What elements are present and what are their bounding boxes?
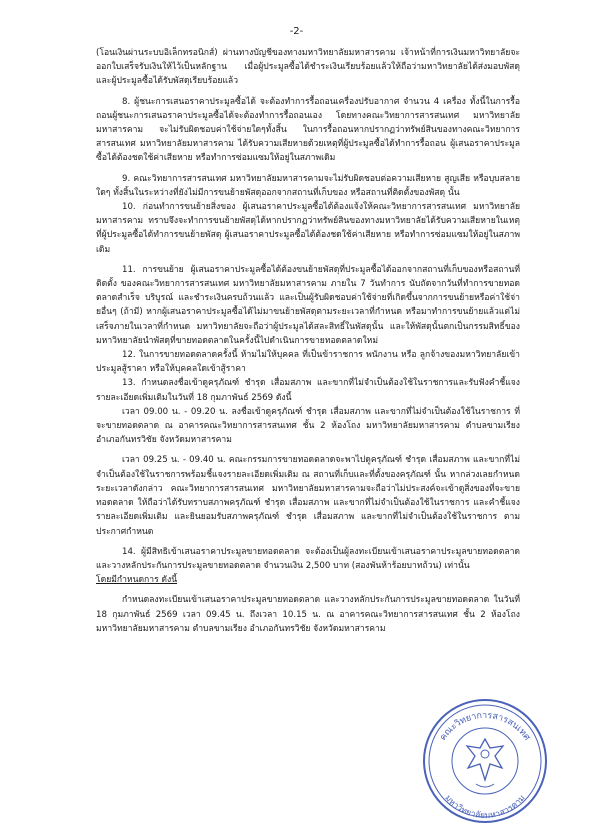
schedule-viewing-registration: เวลา 09.00 น. - 09.20 น. ลงชื่อเข้าดูครุภัณฑ์ ชำรุด เสื่อมสภาพ และขากที่ไม่จำเป็นต้องใช้ในราชการ ที่จะขายทอดตลาด ณ อาคารคณะวิทยาการสารสนเทศ ชั้น 2 ห้องโถง มหาวิทยาลัยมหาสารคาม ตำบลขามเรียง อำเภอกันทรวิชัย จังหวัดมหาสารคาม	[96, 406, 520, 446]
seal-top-text: คณะวิทยาการสารสนเทศ	[438, 710, 532, 743]
schedule-bid-registration: กำหนดลงทะเบียนเข้าเสนอราคาประมูลขายทอดตลาด และวางหลักประกันการประมูลขายทอดตลาด ในวันที่ 18 กุมภาพันธ์ 2569 เวลา 09.45 น. ถึงเวลา 10.15 น. ณ อาคารคณะวิทยาการสารสนเทศ ชั้น 2 ห้องโถง มหาวิทยาลัยมหาสารคาม ตำบลขามเรียง อำเภอกันทรวิชัย จังหวัดมหาสารคาม	[96, 595, 520, 634]
clause-14: 14. ผู้มีสิทธิเข้าเสนอราคาประมูลขายทอดตลาด จะต้องเป็นผู้ลงทะเบียนเข้าเสนอราคาประมูลขายทอดตลาด และวางหลักประกันการประมูลขายทอดตลาด จำนวนเงิน 2,500 บาท (สองพันห้าร้อยบาทถ้วน) เท่านั้น	[96, 546, 520, 571]
paragraph-payment-continuation: (โอนเงินผ่านระบบอิเล็กทรอนิกส์) ผ่านทางบัญชีของทางมหาวิทยาลัยมหาสารคาม เจ้าหน้าที่การเงินมหาวิทยาลัยจะออกใบเสร็จรับเงินให้ไว้เป็นหลักฐาน เมื่อผู้ประมูลซื้อได้ชำระเงินเรียบร้อยแล้วให้ถือว่ามหาวิทยาลัยได้ส่งมอบพัสดุ และผู้ประมูลซื้อได้รับพัสดุเรียบร้อยแล้ว	[96, 48, 520, 87]
schedule-committee-tour: เวลา 09.25 น. - 09.40 น. คณะกรรมการขายทอดตลาดจะพาไปดูครุภัณฑ์ ชำรุด เสื่อมสภาพ และขากที่ไม่จำเป็นต้องใช้ในราชการพร้อมชี้แจงรายละเอียดเพิ่มเติม ณ สถานที่เก็บและที่ตั้งของครุภัณฑ์ นั้น หากล่วงเลยกำหนดระยะเวลาดังกล่าว คณะวิทยาการสารสนเทศ มหาวิทยาลัยมหาสารคามจะถือว่าไม่ประสงค์จะเข้าดูสิ่งของที่จะขายทอดตลาด ให้ถือว่าได้รับทราบสภาพครุภัณฑ์ ชำรุด เสื่อมสภาพ และขากที่ไม่จำเป็นต้องใช้ในราชการ และคำชี้แจงรายละเอียดเพิ่มเติม และยินยอมรับสภาพครุภัณฑ์ ชำรุด เสื่อมสภาพ และขากที่ไม่จำเป็นต้องใช้ในราชการ ตามประกาศกำหนด	[96, 455, 520, 537]
clause-12: 12. ในการขายทอดตลาดครั้งนี้ ห้ามไม่ให้บุคคล ที่เป็นข้าราชการ พนักงาน หรือ ลูกจ้างของมหาวิทยาลัยเข้าประมูลสู้ราคา หรือให้บุคคลใดเข้าสู้ราคา	[96, 350, 520, 375]
faculty-seal-stamp	[420, 696, 550, 826]
svg-text:มหาวิทยาลัยมหาสารคาม	[443, 793, 528, 821]
clause-8: 8. ผู้ชนะการเสนอราคาประมูลซื้อได้ จะต้องทำการรื้อถอนเครื่องปรับอากาศ จำนวน 4 เครื่อง ทั้งนี้ในการรื้อถอนผู้ชนะการเสนอราคาประมูลซื้อได้จะต้องทำการรื้อถอนเอง โดยทางคณะวิทยาการสารสนเทศ มหาวิทยาลัยมหาสารคาม จะไม่รับผิดชอบค่าใช้จ่ายใดๆทั้งสิ้น ในการรื้อถอนหากปรากฏว่าทรัพย์สินของทางคณะวิทยาการสารสนเทศ มหาวิทยาลัยมหาสารคาม ได้รับความเสียหายด้วยเหตุที่ผู้ประมูลซื้อได้ทำการรื้อถอน ผู้เสนอราคาประมูลซื้อได้ต้องชดใช้ค่าเสียหาย หรือทำการซ่อมแซมให้อยู่ในสภาพเดิม	[96, 96, 520, 164]
clause-10: 10. ก่อนทำการขนย้ายสิ่งของ ผู้เสนอราคาประมูลซื้อได้ต้องแจ้งให้คณะวิทยาการสารสนเทศ มหาวิทยาลัยมหาสารคาม ทราบจึงจะทำการขนย้ายพัสดุได้หากปรากฏว่าทรัพย์สินของทางมหาวิทยาลัยได้รับความเสียหายในเหตุที่ผู้ประมูลซื้อได้ทำการขนย้ายพัสดุ ผู้เสนอราคาประมูลซื้อได้ต้องชดใช้ค่าเสียหาย หรือทำการซ่อมแซมให้อยู่ในสภาพเดิม	[96, 202, 520, 255]
seal-bottom-text: มหาวิทยาลัยมหาสารคาม	[442, 793, 528, 822]
clause-9: 9. คณะวิทยาการสารสนเทศ มหาวิทยาลัยมหาสารคามจะไม่รับผิดชอบต่อความเสียหาย สูญเสีย หรือบุบสลายใดๆ ทั้งสิ้นในระหว่างที่ยังไม่มีการขนย้ายพัสดุออกจากสถานที่เก็บของ หรือสถานที่ติดตั้งของพัสดุ นั้น	[96, 173, 520, 198]
clause-13: 13. กำหนดลงชื่อเข้าดูครุภัณฑ์ ชำรุด เสื่อมสภาพ และขากที่ไม่จำเป็นต้องใช้ในราชการและรับฟังคำชี้แจงรายละเอียดเพิ่มเติมในวันที่ 18 กุมภาพันธ์ 2569 ดังนี้	[96, 378, 520, 403]
garuda-emblem-icon	[467, 739, 503, 780]
schedule-heading: โดยมีกำหนดการ ดังนี้	[96, 575, 178, 586]
clause-11: 11. การขนย้าย ผู้เสนอราคาประมูลซื้อได้ต้องขนย้ายพัสดุที่ประมูลซื้อได้ออกจากสถานที่เก็บของหรือสถานที่ติดตั้ง ของคณะวิทยาการสารสนเทศ มหาวิทยาลัยมหาสารคาม ภายใน 7 วันทำการ นับถัดจากวันที่ทำการขายทอดตลาดสำเร็จ บริบูรณ์ และชำระเงินครบถ้วนแล้ว และเป็นผู้รับผิดชอบค่าใช้จ่ายที่เกิดขึ้นจากการขนย้ายหรือค่าใช้จ่ายอื่นๆ (ถ้ามี) หากผู้เสนอราคาประมูลซื้อได้ไม่มาขนย้ายพัสดุตามระยะเวลาที่กำหนด หรือมาทำการขนย้ายแล้วแต่ไม่เสร็จภายในเวลาที่กำหนด มหาวิทยาลัยจะถือว่าผู้ประมูลได้สละสิทธิ์ในพัสดุนั้น และให้พัสดุนั้นตกเป็นกรรมสิทธิ์ของมหาวิทยาลัยนำพัสดุที่ขายทอดตลาดในครั้งนี้ไปดำเนินการขายทอดตลาดใหม่	[96, 264, 520, 346]
document-body	[96, 46, 520, 636]
page-number: -2-	[289, 26, 304, 37]
